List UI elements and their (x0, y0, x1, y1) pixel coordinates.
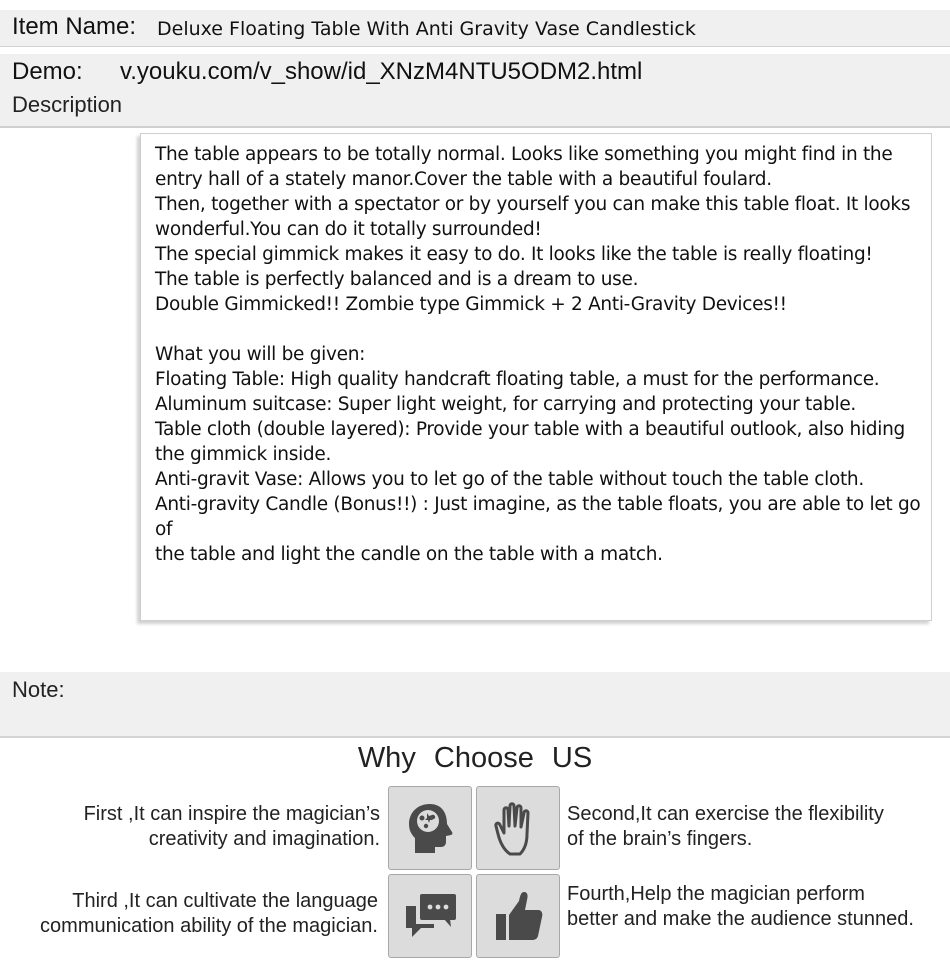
reason-4-line-1: Fourth,Help the magician perform (567, 883, 865, 905)
note-label: Note: (12, 677, 65, 702)
reason-3-text (40, 889, 378, 939)
hand-icon (488, 798, 548, 858)
description-label: Description (12, 92, 123, 117)
reason-4-text (567, 882, 914, 932)
reason-2-line-1: Second,It can exercise the flexibility (567, 803, 884, 825)
note-bar (0, 672, 950, 738)
chat-bubbles-icon (400, 886, 460, 946)
reason-3-line-2: communication ability of the magician. (40, 915, 378, 937)
item-name-label: Item Name: (12, 13, 137, 40)
why-choose-us-title: Why Choose US (357, 742, 593, 774)
item-name-value: Deluxe Floating Table With Anti Gravity Vase Candlestick (157, 18, 696, 40)
reason-2-text (567, 802, 884, 852)
demo-link[interactable]: v.youku.com/v_show/id_XNzM4NTU5ODM2.html (120, 58, 643, 85)
reason-1-line-1: First ,It can inspire the magician’s (83, 803, 380, 825)
reason-3-tile (388, 874, 472, 958)
reason-4-tile (476, 874, 560, 958)
brain-head-icon (400, 798, 460, 858)
reason-3-line-1: Third ,It can cultivate the language (72, 890, 378, 912)
reason-1-text (84, 802, 380, 852)
description-text: The table appears to be totally normal. Looks like something you might find in the entry hall of a stately manor.Cover the table with a beautiful foulard. Then, together with a spectator or by yourself you can make this table float. It looks wonderful.You can do it totally surrounded! The special gimmick makes it easy to do. It looks like the table is really floating! The table is perfectly balanced and is a dream to use. Double Gimmicked!! Zombie type Gimmick + 2 Anti-Gravity Devices!! What you will be given: Floating Table: High quality handcraft floating table, a must for the performance. Aluminum suitcase: Super light weight, for carrying and protecting your table. Table cloth (double layered): Provide your table with a beautiful outlook, also hiding the gimmick inside. Anti-gravit Vase: Allows you to let go of the table without touch the table cloth. Anti-gravity Candle (Bonus!!) : Just imagine, as the table floats, you are able to let go of the table and light the candle on the table with a match. (155, 144, 921, 565)
reason-1-line-2: creativity and imagination. (148, 828, 380, 850)
description-bar (0, 90, 950, 128)
reason-2-line-2: of the brain’s fingers. (567, 828, 753, 850)
reason-1-tile (388, 786, 472, 870)
thumbs-up-icon (488, 886, 548, 946)
demo-label: Demo: (12, 58, 83, 85)
reason-2-tile (476, 786, 560, 870)
reason-4-line-2: better and make the audience stunned. (567, 908, 914, 930)
